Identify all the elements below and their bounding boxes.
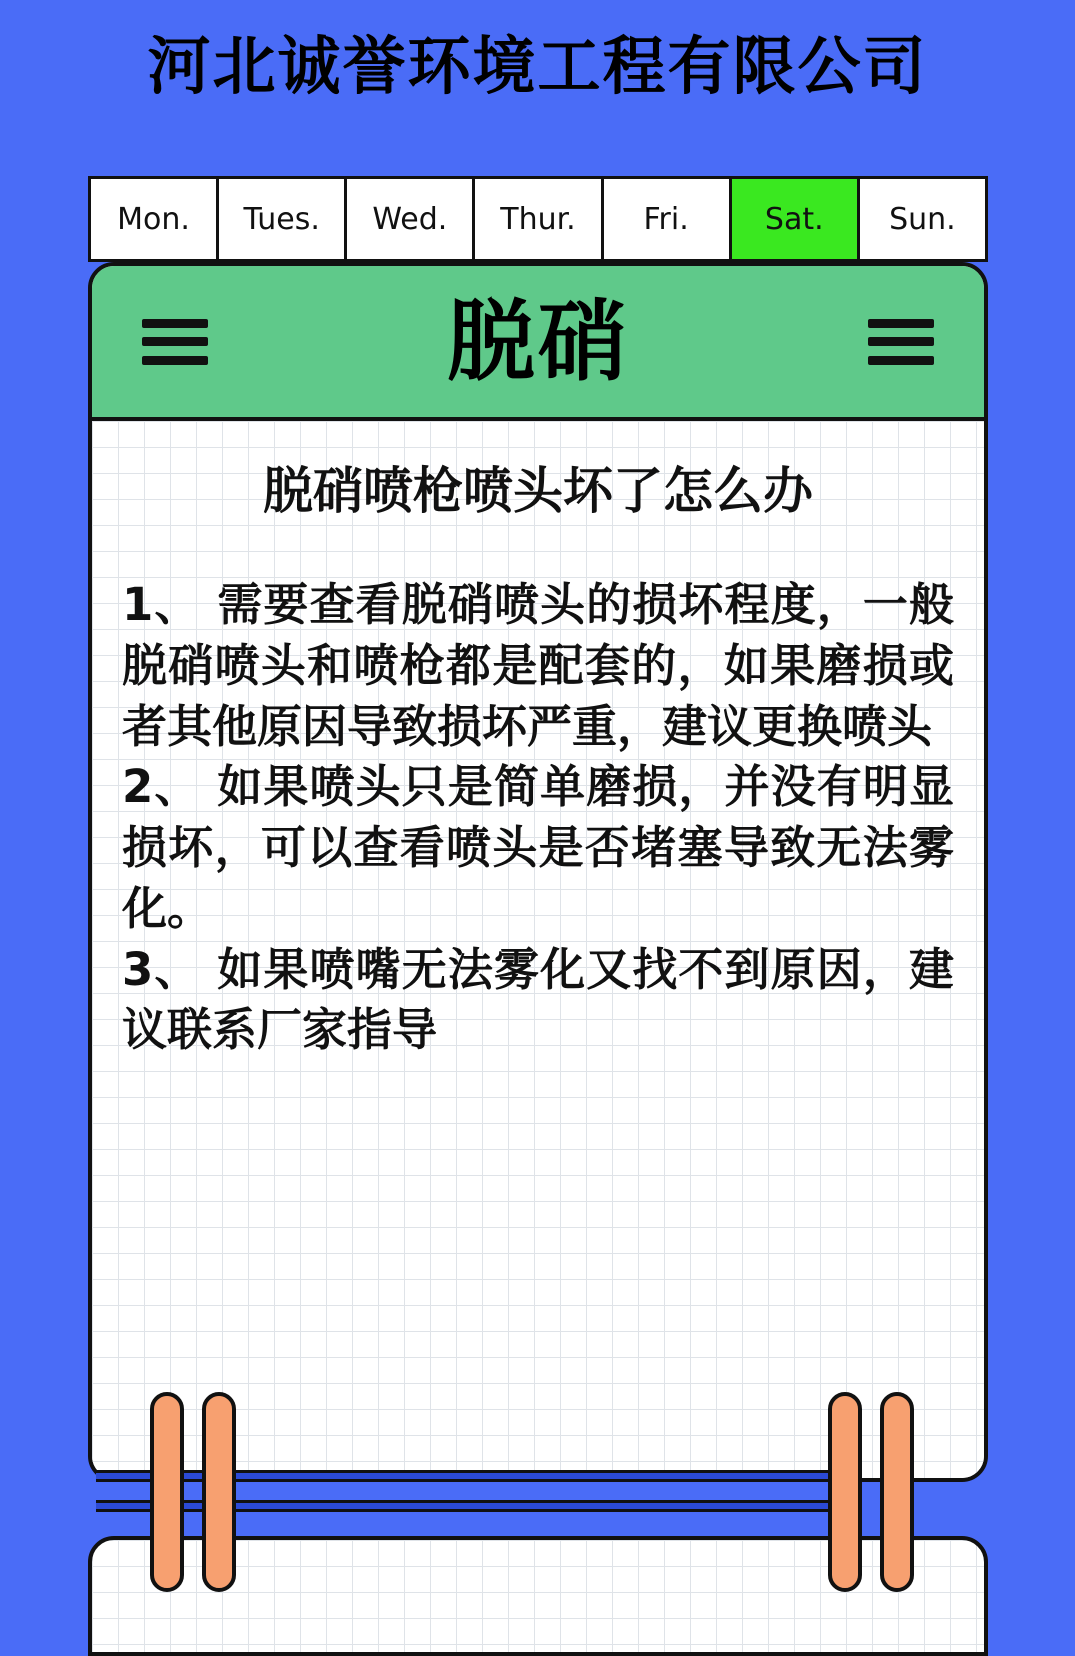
hamburger-line — [868, 356, 934, 365]
note-body — [92, 421, 984, 1478]
note-paragraph-1: 1、 需要查看脱硝喷头的损坏程度，一般脱硝喷头和喷枪都是配套的，如果磨损或者其他原因导致损坏严重，建议更换喷头 — [122, 578, 954, 753]
note-paragraph-3: 3、 如果喷嘴无法雾化又找不到原因，建议联系厂家指导 — [122, 942, 954, 1057]
tab-saturday[interactable] — [729, 176, 857, 262]
hamburger-line — [142, 319, 208, 328]
decorative-pill — [202, 1392, 236, 1592]
hamburger-line — [868, 337, 934, 346]
tab-label: Fri. — [643, 201, 689, 237]
weekday-tab-bar — [88, 176, 988, 262]
hamburger-line — [142, 356, 208, 365]
tab-tuesday[interactable] — [216, 176, 344, 262]
hamburger-menu-icon-left[interactable] — [142, 319, 208, 365]
tab-thursday[interactable] — [472, 176, 600, 262]
hamburger-line — [868, 319, 934, 328]
tab-label: Tues. — [243, 201, 320, 237]
tab-label: Wed. — [372, 201, 448, 237]
note-paragraph-2: 2、 如果喷头只是简单磨损，并没有明显损坏，可以查看喷头是否堵塞导致无法雾化。 — [122, 760, 954, 935]
decorative-pill — [880, 1392, 914, 1592]
decorative-pill — [828, 1392, 862, 1592]
app-header — [92, 266, 984, 421]
tab-monday[interactable] — [88, 176, 216, 262]
decorative-pill — [150, 1392, 184, 1592]
tab-label: Thur. — [500, 201, 576, 237]
tab-label: Sat. — [764, 201, 824, 237]
hamburger-line — [142, 337, 208, 346]
tab-friday[interactable] — [601, 176, 729, 262]
note-title: 脱硝喷枪喷头坏了怎么办 — [263, 462, 813, 520]
note-card — [88, 262, 988, 1482]
tab-label: Sun. — [889, 201, 956, 237]
company-title: 河北诚誉环境工程有限公司 — [147, 32, 928, 102]
tab-sunday[interactable] — [857, 176, 988, 262]
tab-label: Mon. — [117, 201, 190, 237]
tab-wednesday[interactable] — [344, 176, 472, 262]
note-content — [122, 575, 954, 1061]
app-title: 脱硝 — [446, 289, 629, 393]
hamburger-menu-icon-right[interactable] — [868, 319, 934, 365]
